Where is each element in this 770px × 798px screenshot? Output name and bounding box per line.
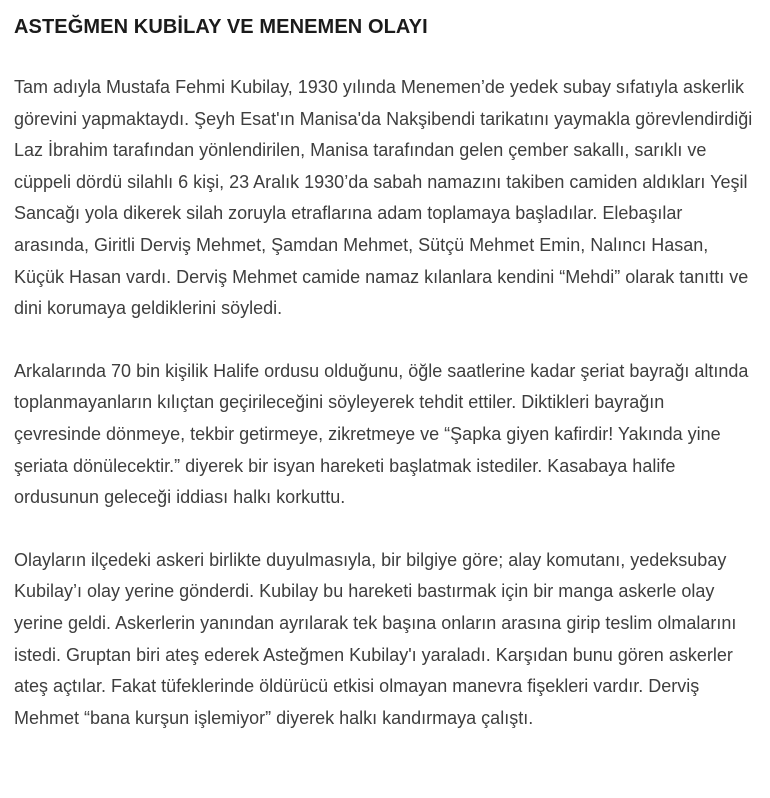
paragraph-intro: Tam adıyla Mustafa Fehmi Kubilay, 1930 yılında Menemen’de yedek subay sıfatıyla askerlik görevini yapmaktaydı. Şeyh Esat'ın Manisa'da Nakşibendi tarikatını yaymakla görevlendirdiği Laz İbrahim tarafından yönlendirilen, Manisa tarafından gelen çember sakallı, sarıklı ve cüppeli dördü silahlı 6 kişi, 23 Aralık 1930’da sabah namazını takiben camiden aldıkları Yeşil Sancağı yola dikerek silah zoruyla etraflarına adam toplamaya başladılar. Elebaşılar arasında, Giritli Derviş Mehmet, Şamdan Mehmet, Sütçü Mehmet Emin, Nalıncı Hasan, Küçük Hasan vardı. Derviş Mehmet camide namaz kılanlara kendini “Mehdi” olarak tanıttı ve dini korumaya geldiklerini söyledi. [14, 77, 753, 319]
article-title: ASTEĞMEN KUBİLAY VE MENEMEN OLAYI [14, 16, 428, 38]
paragraph-incident: Olayların ilçedeki askeri birlikte duyulmasıyla, bir bilgiye göre; alay komutanı, yedeksubay Kubilay’ı olay yerine gönderdi. Kubilay bu hareketi bastırmak için bir manga askerle olay yerine geldi. Askerlerin yanından ayrılarak tek başına onların arasına girip teslim olmalarını istedi. Gruptan biri ateş ederek Asteğmen Kubilay'ı yaraladı. Karşıdan bunu gören askerler ateş açtılar. Fakat tüfeklerinde öldürücü etkisi olmayan manevra fişekleri vardır. Derviş Mehmet “bana kurşun işlemiyor” diyerek halkı kandırmaya çalıştı. [14, 549, 737, 728]
paragraph-threats: Arkalarında 70 bin kişilik Halife ordusu olduğunu, öğle saatlerine kadar şeriat bayrağı altında toplanmayanların kılıçtan geçirileceğini söyleyerek tehdit ettiler. Diktikleri bayrağın çevresinde dönmeye, tekbir getirmeye, zikretmeye ve “Şapka giyen kafirdir! Yakında yine şeriata dönülecektir.” diyerek bir isyan hareketi başlatmak istediler. Kasabaya halife ordusunun geleceği iddiası halkı korkuttu. [14, 360, 749, 508]
